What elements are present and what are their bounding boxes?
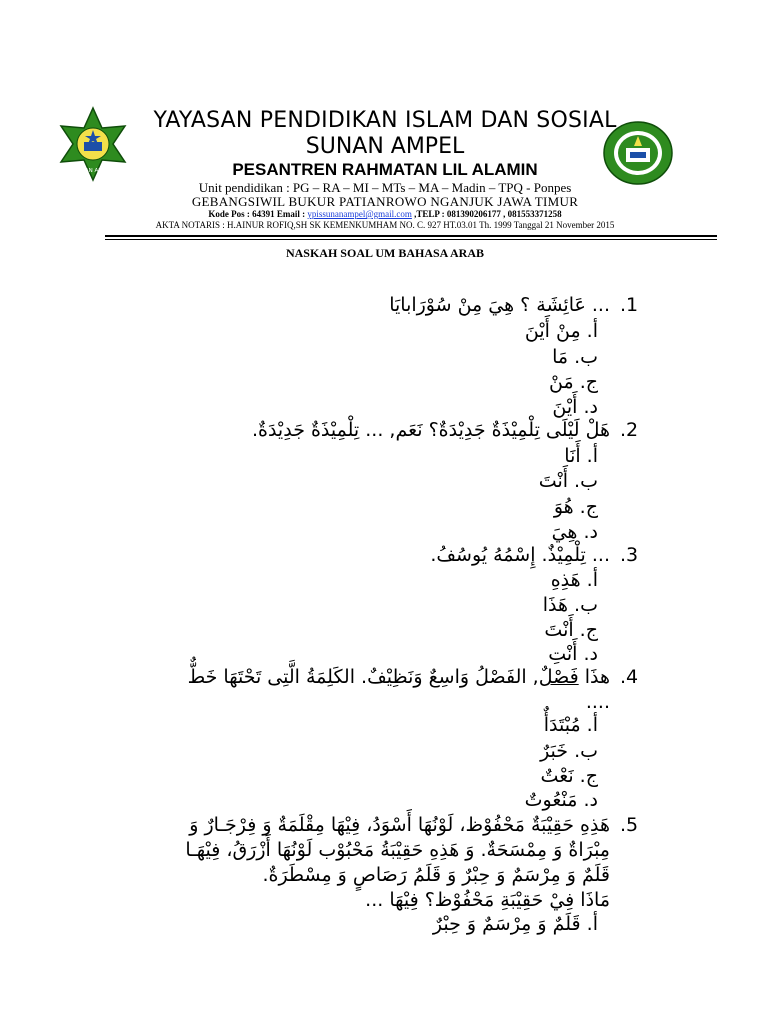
answer-option: ج. أَنْتَ xyxy=(544,619,598,641)
logo-caption: SUNAN AMPEL xyxy=(73,168,113,174)
answer-option: أ. قَلَمٌ وَ مِرْسَمٌ وَ حِبْرٌ xyxy=(432,913,598,935)
answer-option: د. مَنْعُوتٌ xyxy=(524,789,598,811)
education-units: Unit pendidikan : PG – RA – MI – MTs – MA – Madin – TPQ - Ponpes xyxy=(198,180,572,195)
answer-option: ج. هُوَ xyxy=(553,496,598,518)
answer-option: ب. أَنْتَ xyxy=(538,470,598,492)
postal-code-label: Kode Pos : 64391 Email : xyxy=(208,209,308,219)
answer-option: د. أَنْتِ xyxy=(548,643,598,665)
notary-deed: AKTA NOTARIS : H.AINUR ROFIQ,SH SK KEMENKUMHAM NO. C. 927 HT.03.01 Th. 1999 Tanggal 21 November 2015 xyxy=(155,220,615,230)
address: GEBANGSIWIL BUKUR PATIANROWO NGANJUK JAWA TIMUR xyxy=(191,194,579,209)
reading-passage-line: هَذِهِ حَقِيْبَةٌ مَحْفُوْظ، لَوْنُهَا أَسْوَدُ، فِيْهَا مِقْلَمَةٌ وَ فِرْجَـارٌ وَ xyxy=(189,814,610,836)
question-text-continuation: .... xyxy=(585,691,610,713)
underlined-word: فَصْلٌ xyxy=(538,666,579,688)
question-number: .5 xyxy=(620,814,639,836)
document-title: NASKAH SOAL UM BAHASA ARAB xyxy=(285,246,485,260)
question-text: هَلْ لَيْلَى تِلْمِيْذَةٌ جَدِيْدَةٌ؟ نَعَم, ... تِلْمِيْذَةٌ جَدِيْدَةٌ. xyxy=(251,419,610,441)
answer-option: أ. هَذِهِ xyxy=(550,569,598,591)
answer-option: أ. أَنَا xyxy=(564,445,598,467)
pesantren-name: PESANTREN RAHMATAN LIL ALAMIN xyxy=(232,160,538,179)
reading-passage-line: مِبْرَاةٌ وَ مِمْسَحَةٌ. وَ هَذِهِ حَقِيْبَةُ مَحْبُوْب لَوْنُهَا أَزْرَقُ، فِيْهَـا xyxy=(185,839,610,861)
foundation-name: YAYASAN PENDIDIKAN ISLAM DAN SOSIAL xyxy=(153,108,617,133)
answer-option: أ. مُبْتَدَأٌ xyxy=(543,714,598,736)
question-number: .3 xyxy=(620,544,639,566)
question-text: مَاذَا فِيْ حَقِيْبَةِ مَحْفُوْظ؟ فِيْهَا ... xyxy=(365,889,610,911)
answer-option: د. هِيَ xyxy=(551,521,598,543)
question-number: .4 xyxy=(620,666,639,688)
question-number: .1 xyxy=(620,294,639,316)
phone-numbers: ,TELP : 081390206177 , 081553371258 xyxy=(411,209,562,219)
answer-option: ج. نَعْتٌ xyxy=(540,765,598,787)
question-text: ... عَائِشَة ؟ هِيَ مِنْ سُوْرَابايَا xyxy=(389,294,610,316)
answer-option: د. أَيْنَ xyxy=(552,396,598,418)
question-text-part: هذَا xyxy=(578,666,610,688)
contact-line xyxy=(90,209,680,219)
question-text: ... تِلْمِيْذٌ. إِسْمُهُ يُوسُفُ. xyxy=(430,544,610,566)
reading-passage-line: قَلَمٌ وَ مِرْسَمٌ وَ حِبْرٌ وَ قَلَمُ رَصَاصٍ وَ مِسْطَرَةٌ. xyxy=(262,864,610,886)
answer-option: ب. هَذَا xyxy=(542,594,598,616)
header-divider-thick xyxy=(105,235,717,237)
question-number: .2 xyxy=(620,419,639,441)
email-link[interactable]: ypissunanampel@gmail.com xyxy=(307,209,412,219)
header-divider-thin xyxy=(105,239,717,240)
answer-option: ج. مَنْ xyxy=(549,371,598,393)
answer-option: ب. مَا xyxy=(552,346,598,368)
foundation-name-cont: SUNAN AMPEL xyxy=(305,134,465,159)
question-text xyxy=(188,666,610,688)
question-text-part: , الفَصْلُ وَاسِعٌ وَنَظِيْفٌ. الكَلِمَةُ الَّتِى تَحْتَهَا خَطٌّ xyxy=(187,666,539,688)
answer-option: أ. مِنْ أَيْنَ xyxy=(524,320,598,342)
answer-option: ب. خَبَرٌ xyxy=(540,740,598,762)
